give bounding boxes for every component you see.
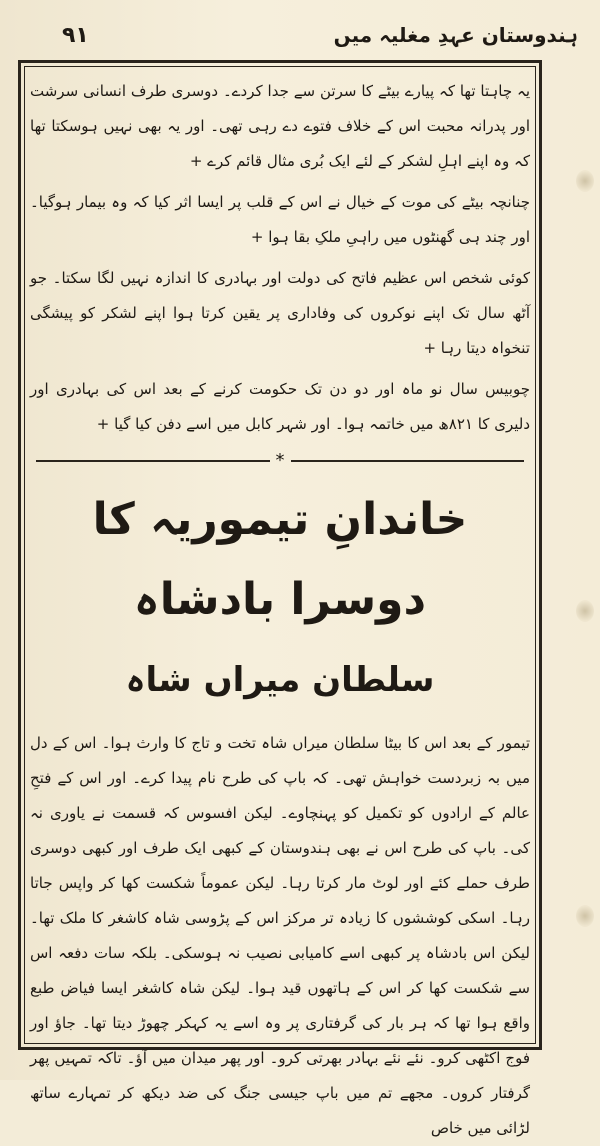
running-header — [22, 18, 578, 52]
paragraph: کوئی شخص اس عظیم فاتح کی دولت اور بہادری کا اندازہ نہیں لگا سکتا۔ جو آٹھ سال تک اپنے نوکروں کی وفاداری پر یقین کرتا ہوا اپنے لشکر کو پیشگی تنخواہ دیتا رہا + — [30, 269, 530, 357]
paragraph: چنانچہ بیٹے کی موت کے خیال نے اس کے قلب پر ایسا اثر کیا کہ وہ بیمار ہوگیا۔ اور چند ہی گھنٹوں میں راہیِ ملکِ بقا ہوا + — [30, 193, 530, 246]
running-header-title: ہندوستان عہدِ مغلیہ میں — [333, 23, 578, 47]
section-divider — [30, 448, 530, 474]
paragraph: تیمور کے بعد اس کا بیٹا سلطان میراں شاہ تخت و تاج کا وارث ہوا۔ اس کے دل میں بہ زبردست خواہش تھی۔ کہ باپ کی طرح نام پیدا کرے۔ اور اس کے فتحِ عالم کے ارادوں کو تکمیل کو پہنچاوے۔ لیکن افسوس کہ قسمت نے یاوری نہ کی۔ باپ کی طرح اس نے بھی ہندوستان کے کبھی ایک طرف اور کبھی دوسری طرف حملے کئے اور لوٹ مار کرتا رہا۔ لیکن عموماً شکست کھا کر واپس جاتا رہا۔ اسکی کوششوں کا زیادہ تر مرکز اس کے پڑوسی شاہ کاشغر کا ملک تھا۔ لیکن اس بادشاہ پر کبھی اسے کامیابی نصیب نہ ہوسکی۔ بلکہ سات دفعہ اس سے شکست کھا کر اس کے ہاتھوں قید ہوا۔ لیکن شاہ کاشغر ایسا فیاض طبع واقع ہوا تھا کہ ہر بار کی گرفتاری پر وہ اسے یہ کہکر چھوڑ دیتا تھا۔ جاؤ اور فوج اکٹھی کرو۔ نئے نئے بہادر بھرتی کرو۔ اور پھر میدان میں آؤ۔ تاکہ تمہیں پھر گرفتار کروں۔ مجھے تم میں باپ جیسی جنگ کی ضد دیکھ کر تمہارے ساتھ لڑائی میں خاص — [30, 734, 530, 1137]
binding-hole-mark — [576, 170, 594, 192]
divider-rule-right — [291, 460, 525, 462]
divider-star: * — [275, 450, 285, 471]
page-content — [30, 74, 530, 1137]
section-title: سلطان میراں شاہ — [125, 660, 435, 700]
chapter-title: خاندانِ تیموریہ کا دوسرا بادشاہ — [92, 494, 468, 625]
divider-rule-left — [36, 460, 270, 462]
page-number: ۹۱ — [62, 22, 89, 48]
paragraph: چوبیس سال نو ماہ اور دو دن تک حکومت کرنے کے بعد اس کی بہادری اور دلیری کا ۸۲۱ھ میں خاتمہ ہوا۔ اور شہر کابل میں اسے دفن کیا گیا + — [30, 380, 530, 433]
paragraph: یہ چاہتا تھا کہ پیارے بیٹے کا سرتن سے جدا کردے۔ دوسری طرف انسانی سرشت اور پدرانہ محبت اس کے خلاف فتوے دے رہی تھی۔ اور یہ بھی نہیں ہوسکتا تھا کہ وہ اپنے اہلِ لشکر کے لئے ایک بُری مثال قائم کرے + — [30, 82, 530, 170]
binding-hole-mark — [576, 905, 594, 927]
binding-hole-mark — [576, 600, 594, 622]
